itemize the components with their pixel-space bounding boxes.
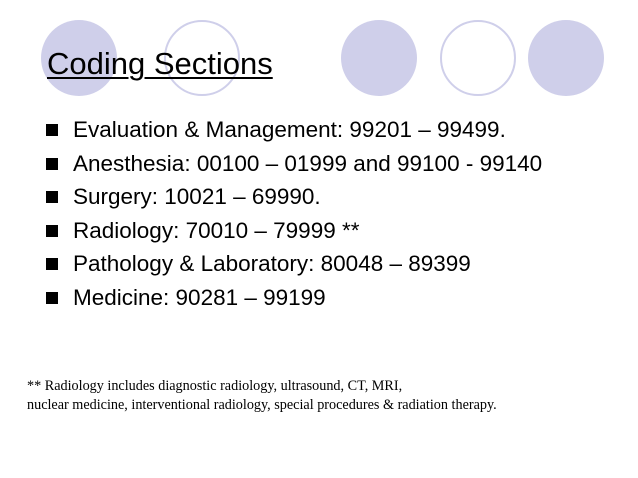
decorative-circle-outline	[440, 20, 516, 96]
square-bullet-icon	[46, 225, 58, 237]
decorative-circle-filled	[528, 20, 604, 96]
bullet-list	[46, 113, 542, 315]
square-bullet-icon	[46, 158, 58, 170]
list-item-text: Medicine: 90281 – 99199	[73, 284, 326, 310]
list-item-text: Surgery: 10021 – 69990.	[73, 184, 321, 210]
footnote-line: nuclear medicine, interventional radiology, special procedures & radiation therapy.	[27, 397, 497, 413]
slide-title: Coding Sections	[47, 46, 273, 81]
list-item	[46, 180, 542, 214]
list-item-text: Pathology & Laboratory: 80048 – 89399	[73, 251, 471, 277]
list-item	[46, 247, 542, 281]
square-bullet-icon	[46, 258, 58, 270]
list-item-text: Anesthesia: 00100 – 01999 and 99100 - 99140	[73, 150, 543, 176]
footnote	[27, 377, 497, 415]
decorative-circle-filled	[341, 20, 417, 96]
square-bullet-icon	[46, 124, 58, 136]
footnote-line: ** Radiology includes diagnostic radiology, ultrasound, CT, MRI,	[27, 378, 403, 394]
list-item	[46, 214, 542, 248]
list-item	[46, 113, 542, 147]
list-item	[46, 281, 542, 315]
list-item-text: Radiology: 70010 – 79999 **	[73, 217, 360, 243]
square-bullet-icon	[46, 191, 58, 203]
list-item-text: Evaluation & Management: 99201 – 99499.	[73, 117, 506, 142]
list-item	[46, 147, 542, 181]
square-bullet-icon	[46, 292, 58, 304]
